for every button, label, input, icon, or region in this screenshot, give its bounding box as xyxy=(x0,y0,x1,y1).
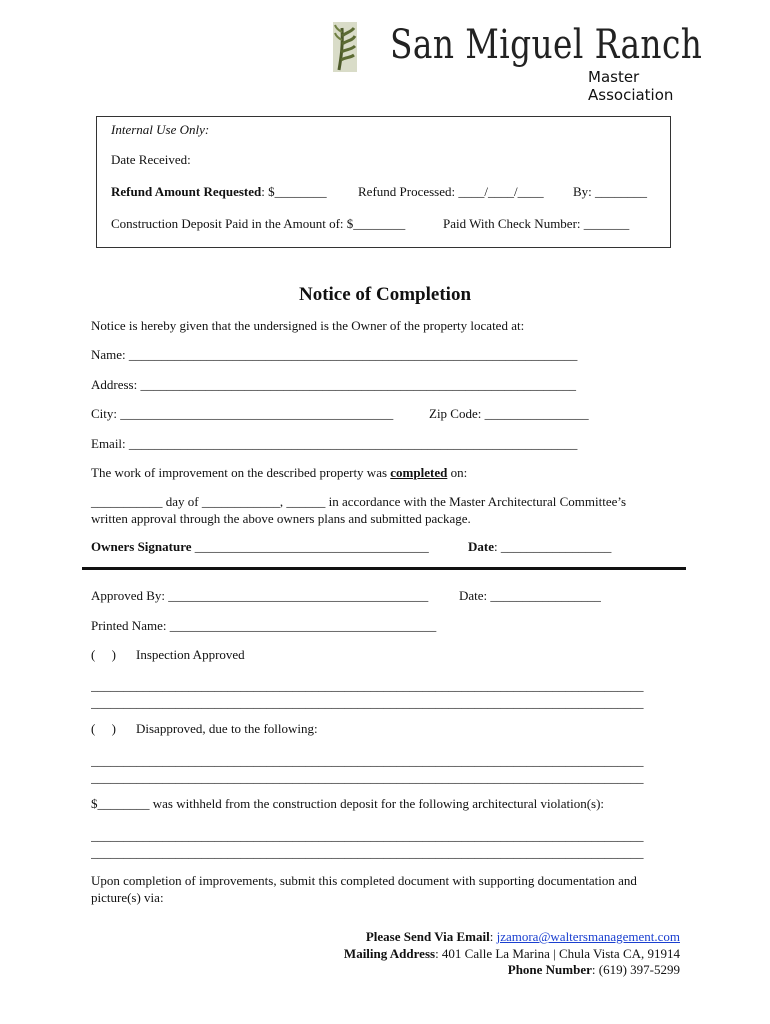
refund-processed-field[interactable]: Refund Processed: ____/____/____ xyxy=(358,184,544,199)
refund-by-field[interactable]: By: ________ xyxy=(573,184,648,199)
violation-notes-line-1[interactable]: _____________________________________________________________________________________ xyxy=(91,828,644,843)
page-title: Notice of Completion xyxy=(298,284,472,305)
submission-instructions-2: picture(s) via: xyxy=(91,890,164,905)
withheld-amount-field[interactable]: $________ was withheld from the construction deposit for the following architectural violation(s): xyxy=(91,796,605,811)
owner-signature-label: Owners Signature xyxy=(91,539,192,554)
owner-signature-field[interactable] xyxy=(91,539,429,555)
internal-use-heading: Internal Use Only: xyxy=(111,122,210,137)
owner-date-label: Date xyxy=(468,539,494,554)
disapproved-notes-line-2[interactable]: _____________________________________________________________________________________ xyxy=(91,770,644,785)
owner-signature-line: ____________________________________ xyxy=(191,539,429,554)
intro-text: Notice is hereby given that the undersigned is the Owner of the property located at: xyxy=(91,318,525,333)
brand-name: San Miguel Ranch xyxy=(390,22,703,68)
refund-amount-blank: : $________ xyxy=(261,184,327,199)
owner-date-line: : _________________ xyxy=(494,539,612,554)
approval-text: written approval through the above owners plans and submitted package. xyxy=(91,511,471,526)
phone-label: Phone Number xyxy=(507,962,592,977)
phone-number: : (619) 397-5299 xyxy=(591,962,680,977)
email-colon: : xyxy=(489,929,497,944)
ranch-logo-icon xyxy=(333,22,357,72)
approved-by-field[interactable]: Approved By: ________________________________________ xyxy=(91,588,429,603)
disapproved-label: Disapproved, due to the following: xyxy=(136,721,318,736)
completion-date-field[interactable]: ___________ day of ____________, ______ in accordance with the Master Architectural Committee’s xyxy=(91,494,627,509)
email-label: Please Send Via Email xyxy=(365,929,490,944)
owner-date-field[interactable] xyxy=(468,539,611,555)
approved-date-field[interactable]: Date: _________________ xyxy=(459,588,601,603)
date-received-label: Date Received: xyxy=(111,152,191,167)
brand-sub-line1: Master xyxy=(588,68,640,86)
contact-email-line xyxy=(366,929,680,945)
city-field[interactable]: City: __________________________________________ xyxy=(91,406,394,421)
work-prefix: The work of improvement on the described property was xyxy=(91,465,391,480)
refund-amount-field[interactable] xyxy=(111,184,327,200)
zip-code-field[interactable]: Zip Code: ________________ xyxy=(429,406,589,421)
work-suffix: on: xyxy=(447,465,468,480)
section-divider xyxy=(82,567,686,570)
printed-name-field[interactable]: Printed Name: _________________________________________ xyxy=(91,618,437,633)
submission-instructions-1: Upon completion of improvements, submit this completed document with supporting documentation and xyxy=(91,873,637,888)
contact-mail-line xyxy=(344,946,680,962)
address-field[interactable]: Address: ___________________________________________________________________ xyxy=(91,377,576,392)
refund-amount-label: Refund Amount Requested xyxy=(111,184,262,199)
inspection-approved-label: Inspection Approved xyxy=(136,647,245,662)
disapproved-checkbox[interactable]: ( ) xyxy=(91,721,116,736)
email-field[interactable]: Email: _____________________________________________________________________ xyxy=(91,436,578,451)
contact-phone-line xyxy=(508,962,680,978)
brand-sub-line2: Association xyxy=(588,86,674,104)
approved-notes-line-1[interactable]: _____________________________________________________________________________________ xyxy=(91,678,644,693)
violation-notes-line-2[interactable]: _____________________________________________________________________________________ xyxy=(91,845,644,860)
name-field[interactable]: Name: _____________________________________________________________________ xyxy=(91,347,578,362)
approved-notes-line-2[interactable]: _____________________________________________________________________________________ xyxy=(91,695,644,710)
work-completed-emphasis: completed xyxy=(390,465,448,480)
email-link[interactable]: jzamora@waltersmanagement.com xyxy=(496,929,680,944)
deposit-amount-field[interactable]: Construction Deposit Paid in the Amount of: $________ xyxy=(111,216,406,231)
mailing-address: : 401 Calle La Marina | Chula Vista CA, 91914 xyxy=(435,946,680,961)
brand-subtitle xyxy=(588,68,673,104)
disapproved-notes-line-1[interactable]: _____________________________________________________________________________________ xyxy=(91,753,644,768)
mailing-address-label: Mailing Address xyxy=(343,946,436,961)
inspection-approved-checkbox[interactable]: ( ) xyxy=(91,647,116,662)
check-number-field[interactable]: Paid With Check Number: _______ xyxy=(443,216,630,231)
work-completed-text xyxy=(91,465,467,481)
